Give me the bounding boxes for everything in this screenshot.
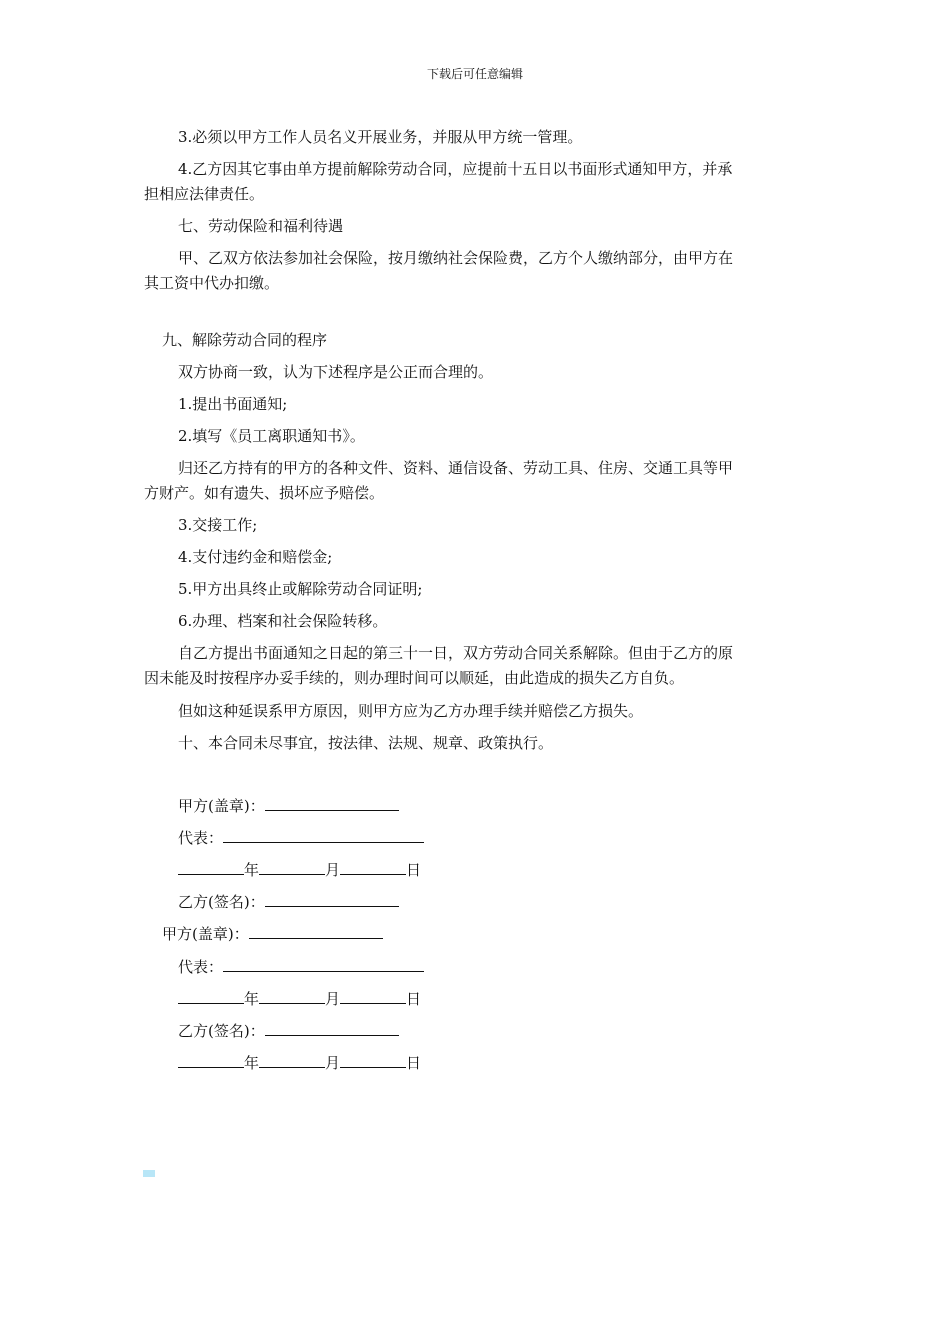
paragraph-line: 方财产。如有遗失、损坏应予赔偿。 (144, 484, 385, 502)
year-label: 年 (244, 990, 260, 1008)
year-label: 年 (244, 1054, 260, 1072)
date-line (178, 1053, 421, 1073)
party-b-label: 乙方(签名)： (178, 893, 265, 911)
party-b-label: 乙方(签名)： (178, 1022, 265, 1040)
paragraph-line: 其工资中代办扣缴。 (144, 274, 280, 292)
day-label: 日 (406, 1054, 422, 1072)
list-item: 2.填写《员工离职通知书》。 (178, 427, 365, 445)
page-header: 下载后可任意编辑 (426, 67, 523, 81)
list-item: 6.办理、档案和社会保险转移。 (178, 612, 388, 630)
month-blank[interactable] (259, 1053, 325, 1068)
paragraph-line: 十、本合同未尽事宜，按法律、法规、规章、政策执行。 (178, 734, 554, 752)
section-heading: 七、劳动保险和福利待遇 (178, 217, 344, 235)
day-label: 日 (406, 990, 422, 1008)
representative-blank[interactable] (223, 828, 424, 843)
representative-label: 代表： (178, 958, 224, 976)
representative-line (178, 957, 424, 977)
month-blank[interactable] (259, 860, 325, 875)
list-item: 3.交接工作; (178, 516, 258, 534)
party-a-blank[interactable] (249, 924, 383, 939)
year-blank[interactable] (178, 860, 244, 875)
paragraph-line: 双方协商一致，认为下述程序是公正而合理的。 (178, 363, 494, 381)
day-label: 日 (406, 861, 422, 879)
representative-label: 代表： (178, 829, 224, 847)
list-item: 5.甲方出具终止或解除劳动合同证明; (178, 580, 423, 598)
text-marker (143, 1170, 155, 1177)
paragraph-line: 自乙方提出书面通知之日起的第三十一日，双方劳动合同关系解除。但由于乙方的原 (178, 644, 734, 662)
party-a-seal-line (178, 796, 399, 816)
paragraph-line: 担相应法律责任。 (144, 185, 265, 203)
month-blank[interactable] (259, 989, 325, 1004)
party-b-blank[interactable] (265, 892, 399, 907)
list-item: 4.支付违约金和赔偿金; (178, 548, 333, 566)
party-a-blank[interactable] (265, 796, 399, 811)
party-a-seal-line (162, 924, 383, 944)
paragraph-line: 归还乙方持有的甲方的各种文件、资料、通信设备、劳动工具、住房、交通工具等甲 (178, 459, 734, 477)
month-label: 月 (325, 1054, 341, 1072)
paragraph-line: 4.乙方因其它事由单方提前解除劳动合同，应提前十五日以书面形式通知甲方，并承 (178, 160, 733, 178)
paragraph-line: 因未能及时按程序办妥手续的，则办理时间可以顺延，由此造成的损失乙方自负。 (144, 669, 685, 687)
paragraph-line: 甲、乙双方依法参加社会保险，按月缴纳社会保险费，乙方个人缴纳部分，由甲方在 (178, 249, 734, 267)
month-label: 月 (325, 861, 341, 879)
party-b-blank[interactable] (265, 1021, 399, 1036)
section-heading: 九、解除劳动合同的程序 (162, 331, 328, 349)
party-a-label: 甲方(盖章)： (162, 925, 249, 943)
year-blank[interactable] (178, 989, 244, 1004)
representative-blank[interactable] (223, 957, 424, 972)
day-blank[interactable] (340, 989, 406, 1004)
paragraph-line: 3.必须以甲方工作人员名义开展业务，并服从甲方统一管理。 (178, 128, 583, 146)
day-blank[interactable] (340, 1053, 406, 1068)
date-line (178, 989, 421, 1009)
representative-line (178, 828, 424, 848)
date-line (178, 860, 421, 880)
paragraph-line: 但如这种延误系甲方原因，则甲方应为乙方办理手续并赔偿乙方损失。 (178, 702, 644, 720)
month-label: 月 (325, 990, 341, 1008)
day-blank[interactable] (340, 860, 406, 875)
party-b-sign-line (178, 892, 399, 912)
year-label: 年 (244, 861, 260, 879)
list-item: 1.提出书面通知; (178, 395, 288, 413)
party-a-label: 甲方(盖章)： (178, 797, 265, 815)
party-b-sign-line (178, 1021, 399, 1041)
year-blank[interactable] (178, 1053, 244, 1068)
